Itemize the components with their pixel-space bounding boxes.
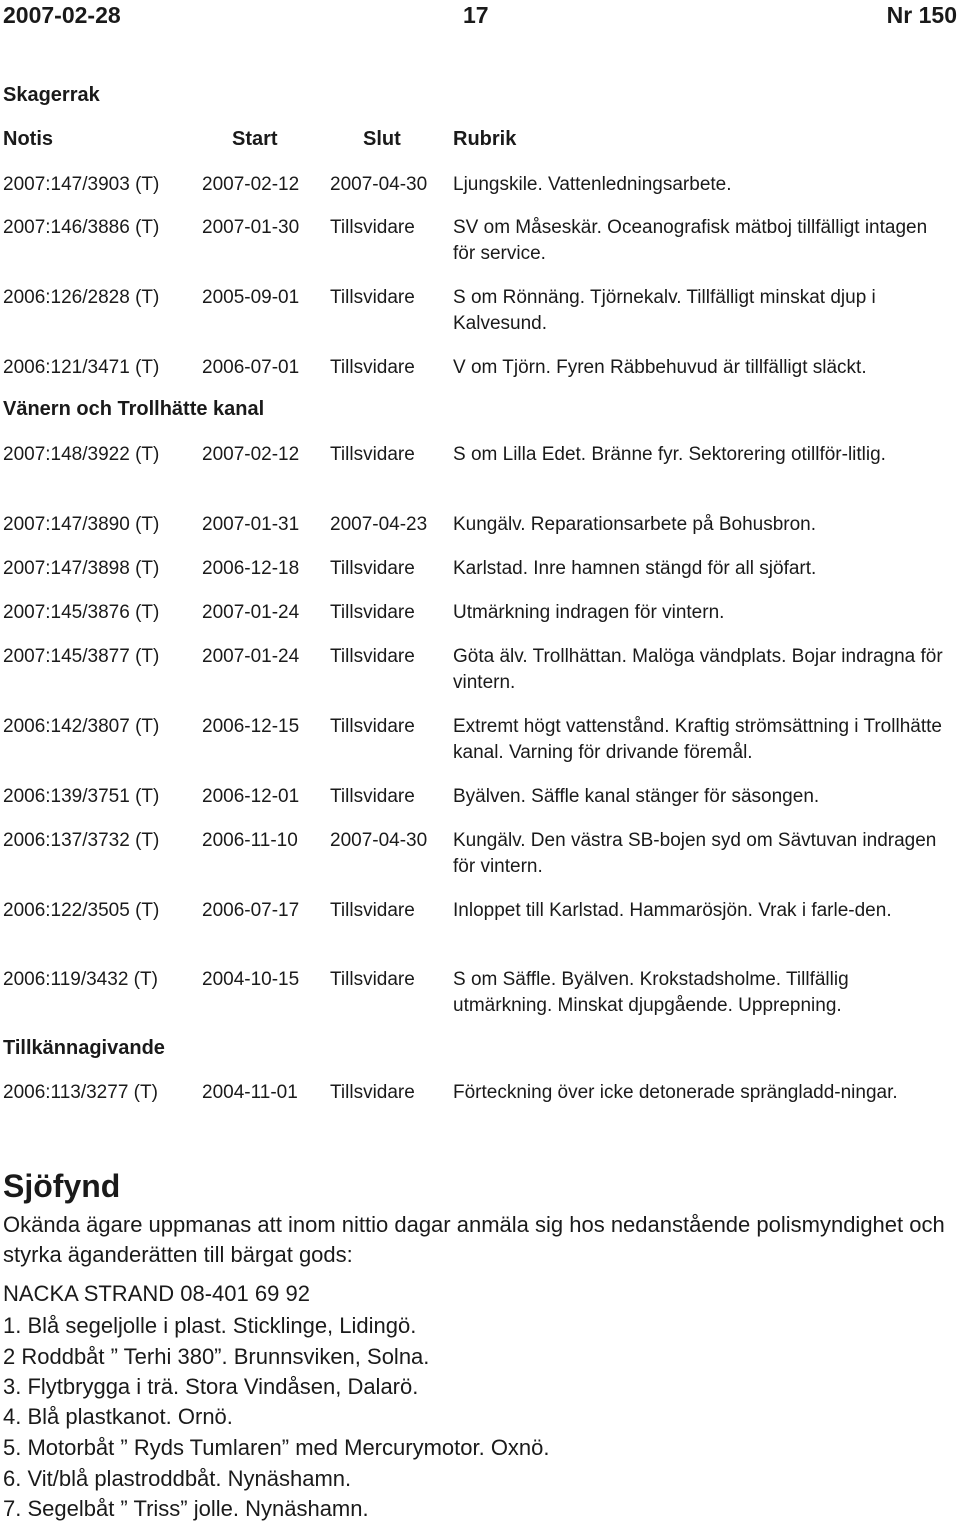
notice-start: 2006-07-01	[202, 357, 300, 378]
notice-id: 2007:146/3886 (T)	[3, 217, 160, 238]
sjofynd-item: 3. Flytbrygga i trä. Stora Vindåsen, Dalarö.	[3, 1374, 419, 1399]
notice-rubric: Ljungskile. Vattenledningsarbete.	[453, 174, 732, 195]
sjofynd-item: 7. Segelbåt ” Triss” jolle. Nynäshamn.	[3, 1496, 369, 1521]
notice-id: 2006:113/3277 (T)	[3, 1082, 158, 1103]
notice-end: Tillsvidare	[330, 646, 415, 667]
notice-end: Tillsvidare	[330, 602, 415, 623]
column-header-rubrik: Rubrik	[453, 128, 517, 150]
column-header-slut: Slut	[363, 128, 401, 150]
notice-rubric: Kungälv. Den västra SB-bojen syd om Sävtuvan indragen för vintern.	[453, 830, 937, 877]
notice-start: 2004-11-01	[202, 1082, 298, 1103]
notice-id: 2006:119/3432 (T)	[3, 969, 158, 990]
notice-start: 2007-01-24	[202, 646, 300, 667]
notice-id: 2006:121/3471 (T)	[3, 357, 160, 378]
notice-end: Tillsvidare	[330, 1082, 415, 1103]
section-title-skagerrak: Skagerrak	[3, 84, 100, 106]
sjofynd-item: 1. Blå segeljolle i plast. Sticklinge, Lidingö.	[3, 1313, 417, 1338]
notice-start: 2004-10-15	[202, 969, 300, 990]
notice-start: 2007-01-31	[202, 514, 300, 535]
notice-end: Tillsvidare	[330, 444, 415, 465]
notice-end: Tillsvidare	[330, 217, 415, 238]
notice-id: 2007:145/3877 (T)	[3, 646, 160, 667]
notice-start: 2007-01-30	[202, 217, 300, 238]
sjofynd-title: Sjöfynd	[3, 1168, 121, 1204]
header-issue-number: Nr 150	[886, 2, 957, 28]
notice-rubric: Inloppet till Karlstad. Hammarösjön. Vrak i farle-den.	[453, 900, 892, 921]
notice-start: 2007-02-12	[202, 174, 300, 195]
notice-end: Tillsvidare	[330, 357, 415, 378]
sjofynd-item: 6. Vit/blå plastroddbåt. Nynäshamn.	[3, 1466, 352, 1491]
column-header-start: Start	[232, 128, 278, 150]
section-title-tillkannagivande: Tillkännagivande	[3, 1037, 165, 1059]
sjofynd-item: 2 Roddbåt ” Terhi 380”. Brunnsviken, Solna.	[3, 1344, 430, 1369]
notice-start: 2006-12-18	[202, 558, 300, 579]
notice-row	[3, 714, 953, 774]
sjofynd-contact: NACKA STRAND 08-401 69 92	[3, 1281, 310, 1306]
notice-end: 2007-04-30	[330, 830, 428, 851]
notice-row	[3, 898, 953, 958]
notice-rubric: S om Säffle. Byälven. Krokstadsholme. Tillfällig utmärkning. Minskat djupgående. Upprepning.	[453, 969, 849, 1016]
notice-rubric: SV om Måseskär. Oceanografisk mätboj tillfälligt intagen för service.	[453, 217, 928, 264]
notice-rubric: V om Tjörn. Fyren Räbbehuvud är tillfälligt släckt.	[453, 357, 867, 378]
notice-end: Tillsvidare	[330, 287, 415, 308]
notice-id: 2007:147/3903 (T)	[3, 174, 160, 195]
notice-row	[3, 215, 953, 275]
notice-end: Tillsvidare	[330, 900, 415, 921]
notice-end: Tillsvidare	[330, 716, 415, 737]
notice-id: 2007:148/3922 (T)	[3, 444, 160, 465]
notice-rubric: Extremt högt vattenstånd. Kraftig strömsättning i Trollhätte kanal. Varning för drivande föremål.	[453, 716, 942, 763]
header-page-number: 17	[463, 2, 489, 28]
notice-rubric: Karlstad. Inre hamnen stängd för all sjöfart.	[453, 558, 817, 579]
notice-rubric: Förteckning över icke detonerade sprängladd-ningar.	[453, 1082, 898, 1103]
notice-start: 2006-11-10	[202, 830, 298, 851]
notice-rubric: Utmärkning indragen för vintern.	[453, 602, 725, 623]
notice-start: 2005-09-01	[202, 287, 300, 308]
column-header-notis: Notis	[3, 128, 53, 150]
notice-rubric: Göta älv. Trollhättan. Malöga vändplats. Bojar indragna för vintern.	[453, 646, 943, 693]
notice-end: 2007-04-23	[330, 514, 428, 535]
notice-row	[3, 285, 953, 345]
notice-id: 2006:142/3807 (T)	[3, 716, 160, 737]
notice-row	[3, 828, 953, 888]
notice-end: Tillsvidare	[330, 786, 415, 807]
notice-id: 2006:122/3505 (T)	[3, 900, 160, 921]
notice-rubric: Kungälv. Reparationsarbete på Bohusbron.	[453, 514, 817, 535]
notice-id: 2007:147/3898 (T)	[3, 558, 160, 579]
notice-id: 2006:137/3732 (T)	[3, 830, 160, 851]
header-date: 2007-02-28	[3, 2, 121, 28]
notice-start: 2007-01-24	[202, 602, 300, 623]
notice-row	[3, 644, 953, 704]
notice-row	[3, 1080, 953, 1140]
sjofynd-item: 4. Blå plastkanot. Ornö.	[3, 1404, 233, 1429]
notice-id: 2006:139/3751 (T)	[3, 786, 160, 807]
section-title-vanern: Vänern och Trollhätte kanal	[3, 398, 265, 420]
notice-row	[3, 967, 953, 1027]
notice-row	[3, 442, 953, 502]
notice-start: 2006-12-01	[202, 786, 300, 807]
notice-end: Tillsvidare	[330, 969, 415, 990]
notice-rubric: Byälven. Säffle kanal stänger för säsongen.	[453, 786, 820, 807]
notice-start: 2007-02-12	[202, 444, 300, 465]
notice-id: 2007:147/3890 (T)	[3, 514, 160, 535]
notice-end: 2007-04-30	[330, 174, 428, 195]
notice-rubric: S om Rönnäng. Tjörnekalv. Tillfälligt minskat djup i Kalvesund.	[453, 287, 876, 334]
sjofynd-item: 5. Motorbåt ” Ryds Tumlaren” med Mercurymotor. Oxnö.	[3, 1435, 550, 1460]
notice-id: 2006:126/2828 (T)	[3, 287, 160, 308]
notice-start: 2006-12-15	[202, 716, 300, 737]
notice-rubric: S om Lilla Edet. Bränne fyr. Sektorering otillför-litlig.	[453, 444, 886, 465]
notice-id: 2007:145/3876 (T)	[3, 602, 160, 623]
sjofynd-intro: Okända ägare uppmanas att inom nittio dagar anmäla sig hos nedanstående polismyndighet och styrka äganderätten till bärgat gods:	[3, 1212, 945, 1267]
notice-end: Tillsvidare	[330, 558, 415, 579]
notice-start: 2006-07-17	[202, 900, 300, 921]
